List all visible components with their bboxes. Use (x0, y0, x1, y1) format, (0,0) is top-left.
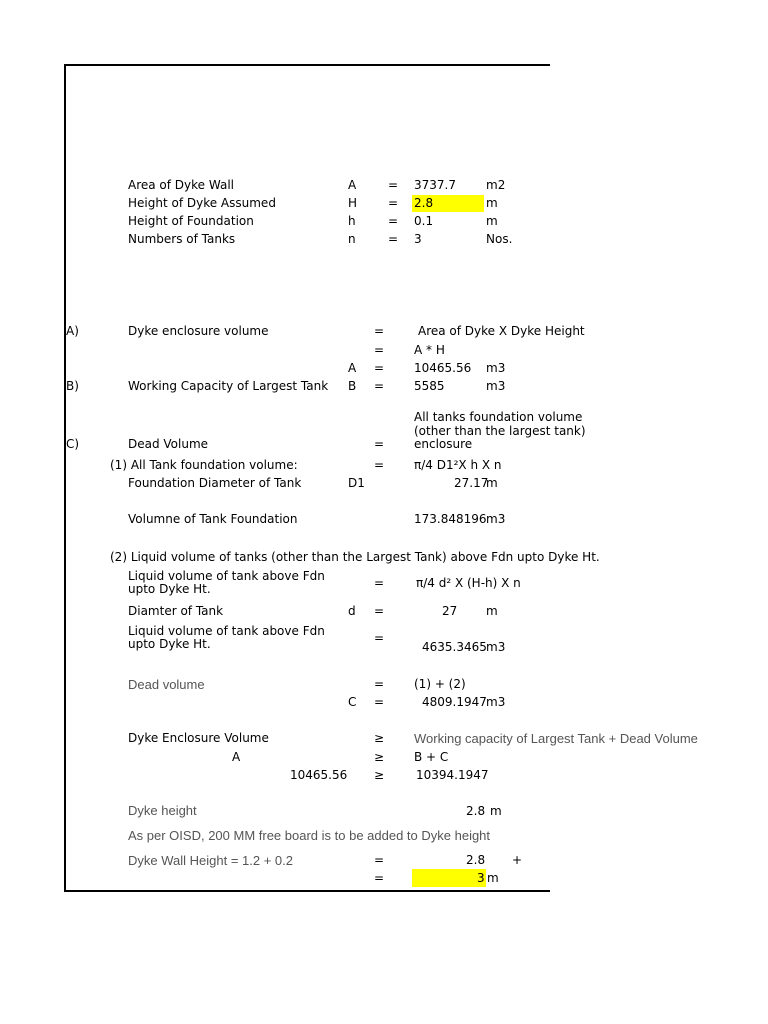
geq-sign: ≥ (374, 768, 385, 782)
check-bc-value: 10394.1947 (416, 768, 489, 782)
tank-diameter-label: Diamter of Tank (128, 604, 224, 618)
oisd-note: As per OISD, 200 MM free board is to be added to Dyke height (128, 828, 491, 843)
foundation-symbol: h (348, 214, 356, 228)
foundation-diameter-symbol: D1 (348, 476, 365, 490)
highlight-final-height (412, 869, 486, 887)
wall-height-value: 2.8 (466, 853, 486, 867)
section-a-title: Dyke enclosure volume (128, 324, 269, 338)
equals-sign: = (374, 324, 385, 338)
plus-sign: + (512, 853, 523, 867)
tanks-value: 3 (414, 232, 422, 246)
height-symbol: H (348, 196, 358, 210)
section-c-formula-line3: enclosure (414, 437, 473, 451)
item1-label: (1) All Tank foundation volume: (110, 458, 298, 472)
tanks-symbol: n (348, 232, 356, 246)
equals-sign: = (374, 871, 385, 885)
equals-sign: = (374, 677, 385, 691)
liquid-volume-label-line1: Liquid volume of tank above Fdn (128, 569, 325, 583)
dyke-height-unit: m (490, 804, 502, 818)
tank-diameter-value: 27 (442, 604, 458, 618)
height-value: 2.8 (414, 196, 434, 210)
area-value: 3737.7 (414, 178, 456, 192)
item1-formula: π/4 D1²X h X n (414, 458, 502, 472)
height-label: Height of Dyke Assumed (128, 196, 276, 210)
foundation-diameter-unit: m (486, 476, 498, 490)
tank-diameter-symbol: d (348, 604, 356, 618)
geq-sign: ≥ (374, 731, 385, 745)
liquid-volume2-unit: m3 (486, 640, 506, 654)
section-a-formula: Area of Dyke X Dyke Height (418, 324, 585, 338)
c-symbol: C (348, 695, 357, 709)
area-unit: m2 (486, 178, 506, 192)
dead-volume-formula: (1) + (2) (414, 677, 466, 691)
dyke-height-value: 2.8 (466, 804, 486, 818)
equals-sign: = (374, 379, 385, 393)
height-unit: m (486, 196, 498, 210)
section-b-value: 5585 (414, 379, 445, 393)
section-b-unit: m3 (486, 379, 506, 393)
foundation-value: 0.1 (414, 214, 434, 228)
liquid-volume-formula: π/4 d² X (H-h) X n (416, 576, 521, 590)
tanks-unit: Nos. (486, 232, 513, 246)
equals-sign: = (388, 196, 399, 210)
equals-sign: = (374, 604, 385, 618)
equals-sign: = (374, 458, 385, 472)
foundation-volume-label: Volumne of Tank Foundation (128, 512, 298, 526)
section-c-formula-line2: (other than the largest tank) (414, 424, 586, 438)
check-a-value: 10465.56 (290, 768, 348, 782)
tanks-label: Numbers of Tanks (128, 232, 236, 246)
equals-sign: = (374, 343, 385, 357)
foundation-volume-value: 173.848196 (414, 512, 487, 526)
section-a-unit: m3 (486, 361, 506, 375)
check-bc: B + C (414, 750, 449, 764)
section-a-formula2: A * H (414, 343, 445, 357)
section-b-label: B) (66, 379, 79, 393)
final-height-unit: m (487, 871, 499, 885)
tank-diameter-unit: m (486, 604, 498, 618)
foundation-diameter-label: Foundation Diameter of Tank (128, 476, 302, 490)
equals-sign: = (388, 214, 399, 228)
foundation-label: Height of Foundation (128, 214, 254, 228)
liquid-volume2-value: 4635.3465 (422, 640, 487, 654)
section-c-label: C) (66, 437, 80, 451)
section-b-title: Working Capacity of Largest Tank (128, 379, 329, 393)
section-c-formula-line1: All tanks foundation volume (414, 410, 583, 424)
section-a-symbol: A (348, 361, 357, 375)
area-symbol: A (348, 178, 357, 192)
section-b-symbol: B (348, 379, 357, 393)
wall-height-label: Dyke Wall Height = 1.2 + 0.2 (128, 853, 293, 868)
foundation-unit: m (486, 214, 498, 228)
foundation-diameter-value: 27.17 (454, 476, 489, 490)
area-label: Area of Dyke Wall (128, 178, 234, 192)
equals-sign: = (374, 437, 385, 451)
check-rhs: Working capacity of Largest Tank + Dead Volume (414, 731, 698, 746)
equals-sign: = (374, 361, 385, 375)
equals-sign: = (374, 853, 385, 867)
equals-sign: = (388, 178, 399, 192)
final-height-value: 3 (477, 871, 485, 885)
section-c-title: Dead Volume (128, 437, 209, 451)
equals-sign: = (388, 232, 399, 246)
check-label: Dyke Enclosure Volume (128, 731, 269, 745)
section-a-value: 10465.56 (414, 361, 472, 375)
liquid-volume-label-line2: upto Dyke Ht. (128, 582, 211, 596)
geq-sign: ≥ (374, 750, 385, 764)
equals-sign: = (374, 695, 385, 709)
foundation-volume-unit: m3 (486, 512, 506, 526)
liquid-volume2-label-line2: upto Dyke Ht. (128, 637, 211, 651)
dead-volume-label: Dead volume (128, 677, 205, 692)
dyke-height-label: Dyke height (128, 803, 197, 818)
c-unit: m3 (486, 695, 506, 709)
equals-sign: = (374, 631, 385, 645)
check-a-symbol: A (232, 750, 241, 764)
section-a-label: A) (66, 324, 79, 338)
liquid-volume2-label-line1: Liquid volume of tank above Fdn (128, 624, 325, 638)
item2-label: (2) Liquid volume of tanks (other than the Largest Tank) above Fdn upto Dyke Ht. (110, 550, 600, 564)
calculation-sheet (64, 64, 698, 892)
equals-sign: = (374, 576, 385, 590)
c-value: 4809.1947 (422, 695, 487, 709)
